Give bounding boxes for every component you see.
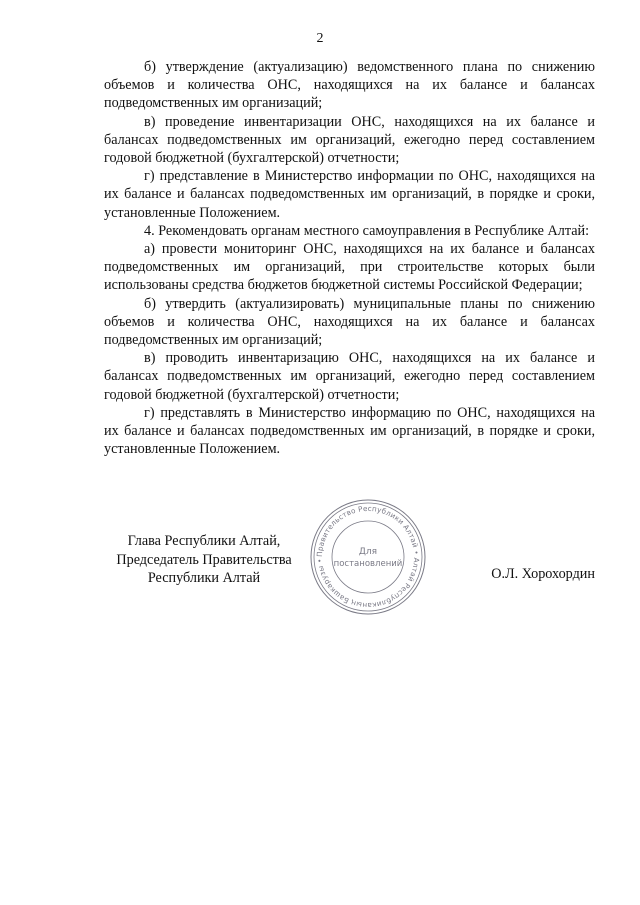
paragraph: б) утверждение (актуализацию) ведомственного плана по снижению объемов и количества ОНС, находящихся на их балансе и балансах подведомственных им организаций; [104,59,595,112]
stamp-center-ring [332,521,404,593]
stamp-outer-ring [311,500,425,614]
stamp-center-line: постановлений [333,559,403,569]
signatory-title-line: Глава Республики Алтай, [127,533,281,549]
signatory-title-line: Республики Алтай [147,570,261,587]
paragraph: б) утвердить (актуализировать) муниципальные планы по снижению объемов и количества ОНС, находящихся на их балансе и балансах подведомственных им организаций; [104,295,595,349]
paragraph: г) представлять в Министерство информацию по ОНС, находящихся на их балансе и балансах подведомственных им организаций, в порядке и сроки, установленные Положением. [104,404,595,458]
stamp-ring-text: Правительство Республики Алтай • Алтай Республиканың Башкарузы • [314,503,422,611]
stamp-inner-ring [314,503,422,611]
document-body [104,58,595,458]
signatory-title [104,532,304,588]
official-stamp [308,497,428,617]
paragraph: а) провести мониторинг ОНС, находящихся на их балансе и балансах подведомственных им организаций, при строительстве которых были использованы средства бюджетов бюджетной системы Российской Федерации; [104,241,595,294]
signatory-name: О.Л. Хорохордин [491,566,595,582]
paragraph: г) представление в Министерство информации по ОНС, находящихся на их балансе и балансах подведомственных им организаций, в порядке и сроки, установленные Положением. [104,168,595,221]
stamp-center-line: Для [358,547,378,557]
paragraph: 4. Рекомендовать органам местного самоуправления в Республике Алтай: [144,222,590,239]
signatory-title-line: Председатель Правительства [116,551,292,568]
paragraph: в) проведение инвентаризации ОНС, находящихся на их балансе и балансах подведомственных им организаций, ежегодно перед составлением годовой бюджетной (бухгалтерской) отчетности; [104,113,595,167]
paragraph: в) проводить инвентаризацию ОНС, находящихся на их балансе и балансах подведомственных им организаций, ежегодно перед составлением годовой бюджетной (бухгалтерской) отчетности; [104,350,595,403]
page-number: 2 [316,31,324,46]
